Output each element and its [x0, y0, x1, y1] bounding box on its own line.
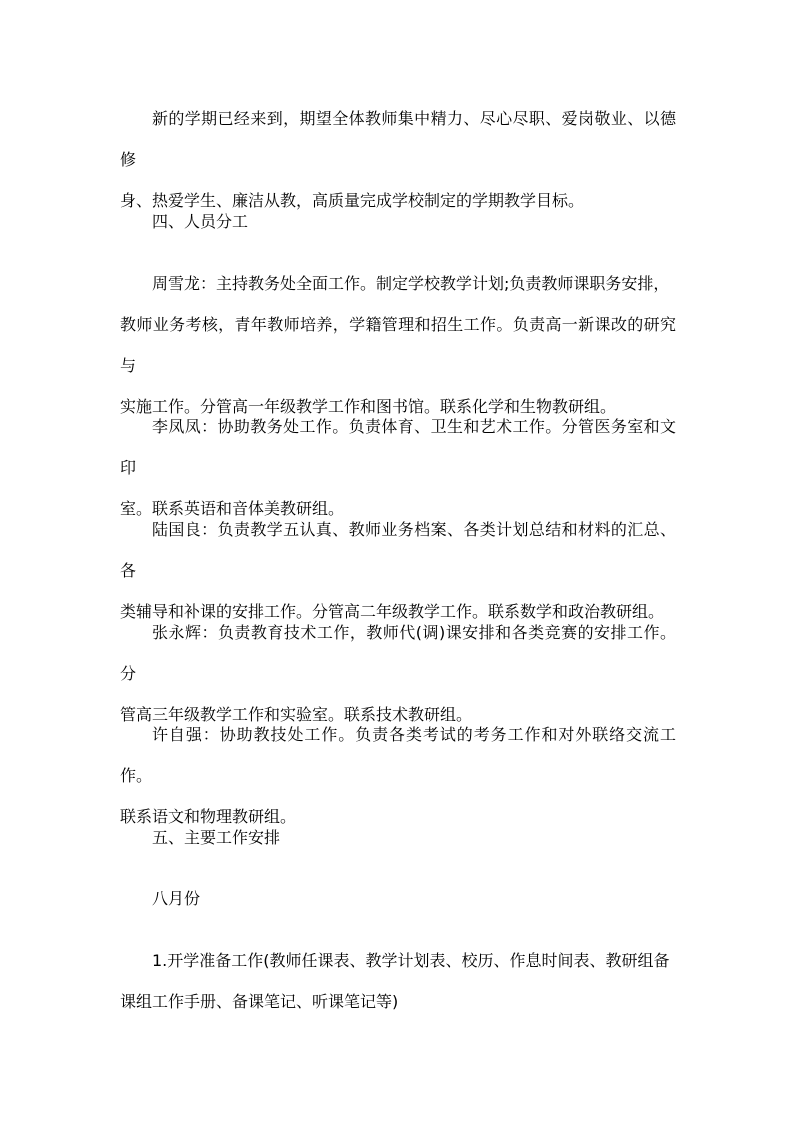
text-line: 室。联系英语和音体美教研组。 — [120, 499, 345, 518]
text-line: 八月份 — [152, 889, 201, 908]
text-line: 周雪龙：主持教务处全面工作。制定学校教学计划;负责教师课职务安排， — [152, 274, 670, 293]
text-line: 五、主要工作安排 — [152, 828, 281, 847]
text-line: 陆国良：负责教学五认真、教师业务档案、各类计划总结和材料的汇总、各 — [120, 520, 676, 580]
section-heading-staff-division — [120, 201, 676, 242]
text-line: 联系语文和物理教研组。 — [120, 807, 297, 826]
text-line: 李凤凤：协助教务处工作。负责体育、卫生和艺术工作。分管医务室和文印 — [120, 417, 676, 477]
text-line: 管高三年级教学工作和实验室。联系技术教研组。 — [120, 705, 473, 724]
text-line: 教师业务考核，青年教师培养，学籍管理和招生工作。负责高一新课改的研究与 — [120, 315, 676, 375]
text-line: 身、热爱学生、廉洁从教，高质量完成学校制定的学期教学目标。 — [120, 191, 585, 210]
paragraph-zhou-xuelong — [120, 263, 676, 427]
text-line: 新的学期已经来到，期望全体教师集中精力、尽心尽职、爱岗敬业、以德修 — [120, 109, 676, 169]
subheading-august — [120, 878, 676, 919]
text-line: 许自强：协助教技处工作。负责各类考试的考务工作和对外联络交流工作。 — [120, 725, 676, 785]
text-line: 实施工作。分管高一年级教学工作和图书馆。联系化学和生物教研组。 — [120, 397, 617, 416]
text-line: 课组工作手册、备课笔记、听课笔记等) — [120, 992, 399, 1011]
text-line: 1.开学准备工作(教师任课表、教学计划表、校历、作息时间表、教研组备 — [152, 951, 670, 970]
paragraph-semester-preparation — [120, 940, 676, 1022]
text-line: 类辅导和补课的安排工作。分管高二年级教学工作。联系数学和政治教研组。 — [120, 602, 665, 621]
text-line: 张永辉：负责教育技术工作，教师代(调)课安排和各类竞赛的安排工作。分 — [120, 623, 676, 683]
text-line: 四、人员分工 — [152, 212, 249, 231]
section-heading-main-work — [120, 817, 676, 858]
